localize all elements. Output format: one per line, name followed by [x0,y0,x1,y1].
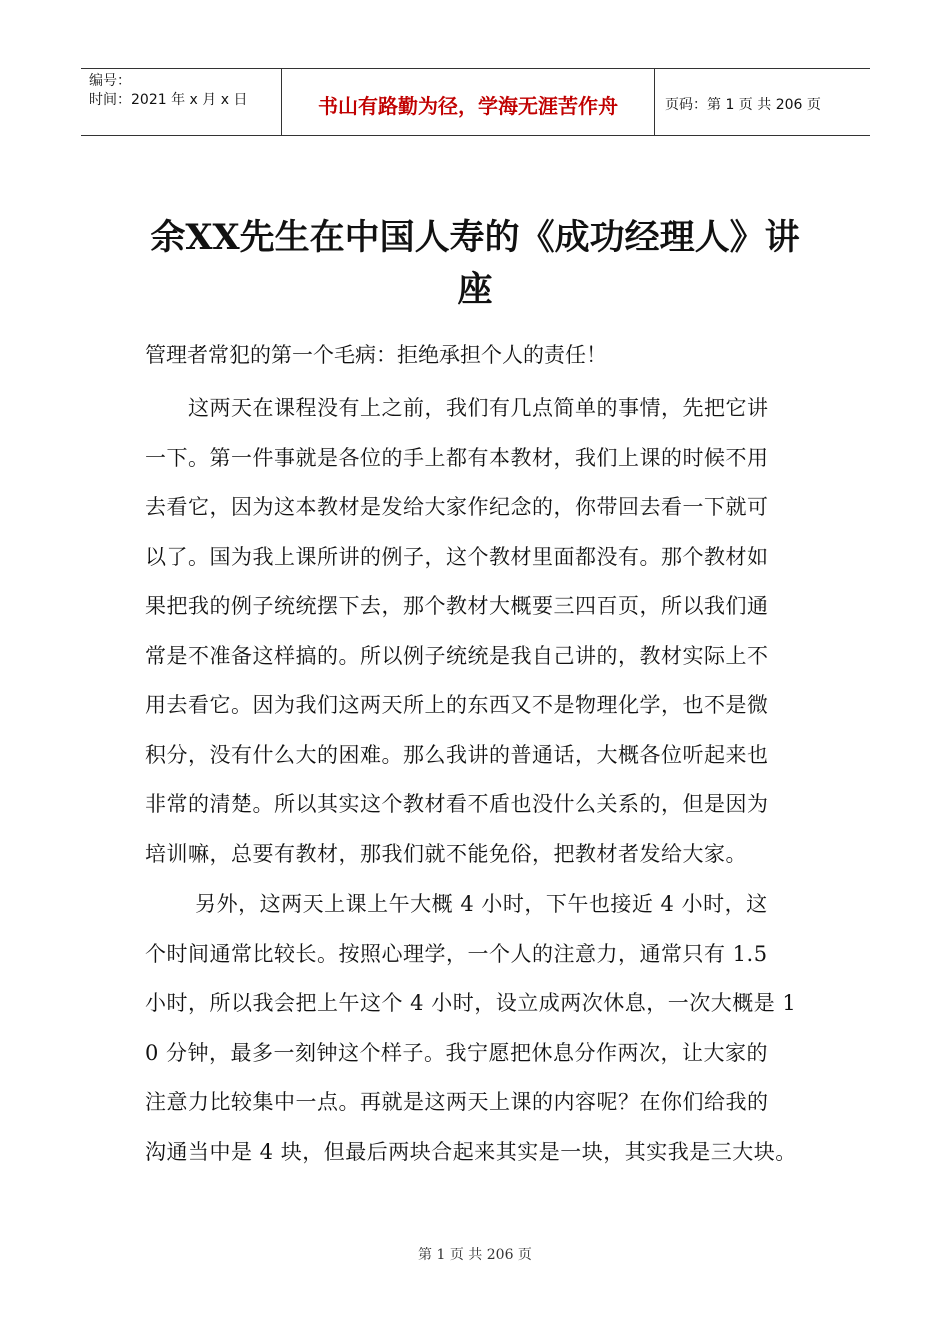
paragraph-line: 注意力比较集中一点。再就是这两天上课的内容呢？在你们给我的 [145,1090,769,1114]
paragraph-line: 沟通当中是 4 块，但最后两块合起来其实是一块，其实我是三大块。 [145,1139,797,1164]
document-title-line-2: 座 [457,269,493,310]
paragraph-line: 常是不准备这样搞的。所以例子统统是我自己讲的，教材实际上不 [145,643,769,668]
document-title-line-1: 余XX先生在中国人寿的《成功经理人》讲 [150,217,800,258]
paragraph-line: 个时间通常比较长。按照心理学，一个人的注意力，通常只有 1.5 [145,941,768,966]
paragraph-line: 0 分钟，最多一刻钟这个样子。我宁愿把休息分作两次，让大家的 [145,1040,769,1065]
paragraph-line: 一下。第一件事就是各位的手上都有本教材，我们上课的时候不用 [145,445,769,470]
header-code-label: 编号： [89,73,131,89]
paragraph-line: 积分，没有什么大的困难。那么我讲的普通话，大概各位听起来也 [145,742,769,767]
paragraph-line: 另外，这两天上课上午大概 4 小时，下午也接近 4 小时，这 [145,892,768,916]
header-motto: 书山有路勤为径，学海无涯苦作舟 [282,69,655,135]
header-page-info: 页码：第 1 页 共 206 页 [665,97,821,113]
page-footer: 第 1 页 共 206 页 [418,1247,532,1263]
paragraph-line: 用去看它。因为我们这两天所上的东西又不是物理化学，也不是微 [145,693,769,717]
paragraph-line: 这两天在课程没有上之前，我们有几点简单的事情，先把它讲 [145,396,769,420]
paragraph-line: 小时，所以我会把上午这个 4 小时，设立成两次休息，一次大概是 1 [145,991,797,1015]
header-date-label: 时间：2021 年 x 月 x 日 [89,92,248,108]
paragraph-line: 去看它，因为这本教材是发给大家作纪念的，你带回去看一下就可 [145,495,769,519]
paragraph-line: 以了。国为我上课所讲的例子，这个教材里面都没有。那个教材如 [145,544,769,569]
paragraph-line: 果把我的例子统统摆下去，那个教材大概要三四百页，所以我们通 [145,594,769,618]
paragraph-1 [145,384,805,879]
document-title [120,212,830,316]
header-meta-cell [81,69,282,135]
paragraph-line: 培训嘛，总要有教材，那我们就不能免俗，把教材者发给大家。 [145,841,747,866]
header-table [81,68,870,136]
paragraph-line: 非常的清楚。所以其实这个教材看不盾也没什么关系的，但是因为 [145,792,769,816]
paragraph-2 [145,880,805,1177]
section-subheading: 管理者常犯的第一个毛病：拒绝承担个人的责任！ [145,343,607,367]
